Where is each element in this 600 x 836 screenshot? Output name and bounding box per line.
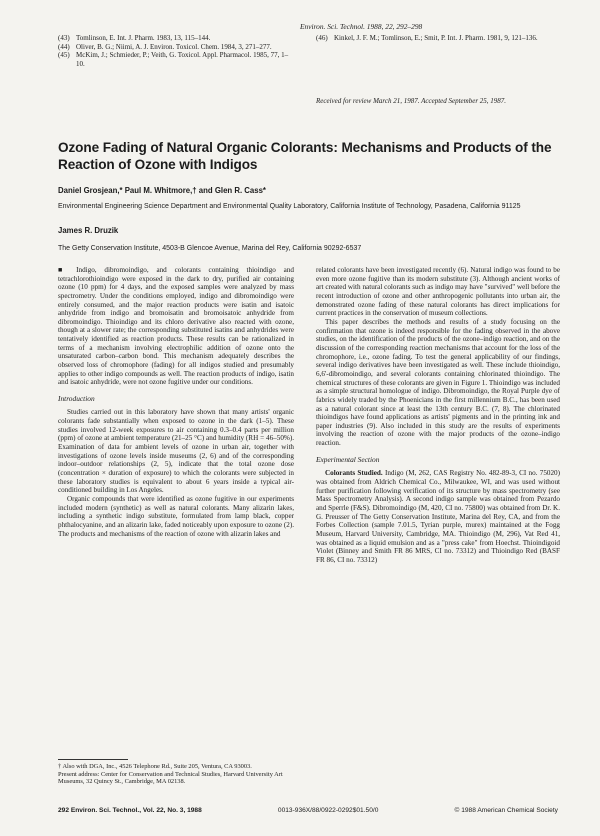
references-left (58, 34, 294, 68)
footnote-2: Present address: Center for Conservation and Technical Studies, Harvard University Art Museums, 32 Quincy St., Cambridge, MA 02138. (58, 770, 283, 786)
colorants-studied-lead: Colorants Studied. (325, 469, 383, 478)
reference-text: Oliver, B. G.; Niimi, A. J. Environ. Toxicol. Chem. 1984, 3, 271–277. (76, 42, 272, 51)
author-line-2: James R. Druzik (58, 226, 119, 235)
colorants-studied-text: Indigo (M, 262, CAS Registry No. 482-89-3, CI no. 75020) was obtained from Aldrich Chemical Co., Milwaukee, WI, and was used without further purification following verification of its structure by mass spectrometry (see Mass Spectrometry Analysis). A second indigo sample was obtained from Pezardo and Sperrle (F&S). Dibromoindigo (M, 420, CI no. 75800) was obtained from Dr. K. G. Preusser of The Getty Conservation Institute, Marina del Rey, CA, and from the Forbes Collection (sample 7.01.5, Tyrian purple, murex) maintained at the Fogg Museum, Harvard University, Cambridge, MA. Thioindigo (M, 296), Vat Red 41, was obtained as a liquid emulsion and as a "press cake" from Hoechst. Thioindigoid Violet (Binney and Smith FR 86 MRS, CI no. 73312) and Thioindigo Red (BASF FR 86, CI no. 73312) (316, 469, 561, 564)
reference-item (58, 43, 294, 52)
footnotes (58, 763, 294, 786)
affiliation-2: The Getty Conservation Institute, 4503-B Glencoe Avenue, Marina del Rey, California 90292-6537 (58, 245, 362, 252)
intro-paragraph-2: Organic compounds that were identified as ozone fugitive in our experiments included modern (synthetic) as well as natural colorants. Many alizarin lakes, including a synthetic indigo substitute, formulated from lamp black, copper phthalocyanine, and an alizarin lake, faded noticeably upon exposure to ozone (2). The products and mechanisms of the reaction of ozone with alizarin lakes and (58, 494, 294, 538)
right-paragraph-1: related colorants have been investigated recently (6). Natural indigo was found to be even more ozone fugitive than its modern substitute (3). Although ancient works of art created with natural colorants such as indigo may have "survived" well before the recent introduction of ozone and other anthropogenic pollutants into urban air, the demonstrated ozone fading of these natural colorants has direct implications for current practices in the conservation of museum collections. (316, 266, 560, 318)
left-column (58, 266, 294, 538)
reference-item (58, 51, 294, 68)
author-line: Daniel Grosjean,* Paul M. Whitmore,† and Glen R. Cass* (58, 186, 266, 195)
reference-number: (43) (58, 34, 70, 42)
page-footer (58, 807, 558, 814)
right-paragraph-2: This paper describes the methods and results of a study focusing on the confirmation that ozone is indeed responsible for the fading observed in the above studies, on the identification of the products of the ozone–indigo reaction, and on the discussion of the corresponding reaction mechanisms that account for the loss of the chromophore, i.e., ozone fading. To test the general applicability of our findings, several indigo derivatives have been investigated as well. These include thioindigo, 6,6'-dibromoindigo, and several colorants containing chlorinated thioindigo. The chemical structures of these colorants are given in Figure 1. Thioindigo was included as a simple structural homologue of indigo. Dibromoindigo, the Royal Purple dye of fabrics widely traded by the Phoenicians in the first millennium B.C., has been used as a natural colorant since at least the 13th century B.C. (7, 8). The chlorinated thioindigos have found applications as artists' pigments and in the printing ink and paper industries (9). Also included in this study are the results of experiments involving the reaction of ozone with the major products of the ozone–indigo reaction. (316, 317, 560, 448)
reference-text: Kinkel, J. F. M.; Tomlinson, E.; Smit, P. Int. J. Pharm. 1981, 9, 121–136. (334, 34, 538, 42)
footer-copyright: © 1988 American Chemical Society (454, 807, 558, 814)
reference-text: Tomlinson, E. Int. J. Pharm. 1983, 13, 115–144. (76, 34, 211, 42)
reference-number: (44) (58, 42, 70, 51)
experimental-paragraph-1 (316, 469, 560, 564)
reference-item (58, 34, 294, 43)
affiliation-1: Environmental Engineering Science Department and Environmental Quality Laboratory, California Institute of Technology, Pasadena, California 91125 (58, 203, 521, 210)
intro-paragraph-1: Studies carried out in this laboratory have shown that many artists' organic colorants fade substantially when exposed to ozone in the dark (1–5). These studies involved 12-week exposures to air containing 0.3–0.4 parts per million (ppm) of ozone at ambient temperature (21–25 °C) and humidity (RH = 46–50%). Examination of data for ambient levels of ozone in urban air, together with investigations of ozone levels inside museums (2, 6) and of the corresponding indoor–outdoor relationships (2, 5), indicate that the total ozone dose (concentration × duration of exposure) to which the colorants were subjected in these laboratory studies is equivalent to about 6 years inside a typical air-conditioned building in Los Angeles. (58, 408, 294, 495)
running-header: Environ. Sci. Technol. 1988, 22, 292–298 (300, 22, 423, 31)
reference-number: (45) (58, 51, 70, 60)
references-right (316, 34, 560, 43)
experimental-heading: Experimental Section (316, 454, 380, 464)
received-note: Received for review March 21, 1987. Accepted September 25, 1987. (316, 97, 507, 105)
reference-text: McKim, J.; Schmieder, P.; Veith, G. Toxicol. Appl. Pharmacol. 1985, 77, 1–10. (76, 51, 289, 68)
footnote-1: † Also with DGA, Inc., 4526 Telephone Rd., Suite 205, Ventura, CA 93003. (58, 763, 252, 770)
intro-heading: Introduction (58, 393, 95, 403)
footer-journal: 292 Environ. Sci. Technol., Vol. 22, No. 3, 1988 (58, 807, 202, 814)
reference-number: (46) (316, 34, 328, 42)
footnote-rule (58, 759, 128, 760)
right-column (316, 266, 560, 565)
reference-item (316, 34, 560, 43)
abstract: ■ Indigo, dibromoindigo, and colorants containing thioindigo and tetrachlorothioindigo were exposed in the dark to dry, purified air containing ozone (10 ppm) for 4 days, and the exposed samples were analyzed by mass spectrometry. Under the conditions employed, indigo and dibromoindigo were entirely consumed, and the major reaction products were isatin and isatoic anhydride from indigo and bromoisatin and bromoisatoic anhydride from dibromoindigo. Thioindigo and its chloro derivative also reacted with ozone, though at a slower rate; the corresponding substituted isatins and anhydrides were tentatively identified as reaction products. These results can be rationalized in terms of a mechanism involving electrophilic addition of ozone onto the unsaturated carbon–carbon bond. This mechanism adequately describes the observed loss of chromophore (fading) for all indigos studied and presumably applies to other indigo compounds as well. The reaction products of indigo, isatin and isatoic anhydride, were not ozone fugitive under our conditions. (58, 266, 294, 387)
footer-code: 0013-936X/88/0922-0292$01.50/0 (277, 807, 379, 814)
article-title: Ozone Fading of Natural Organic Colorants: Mechanisms and Products of the Reaction of Ozone with Indigos (58, 140, 552, 172)
